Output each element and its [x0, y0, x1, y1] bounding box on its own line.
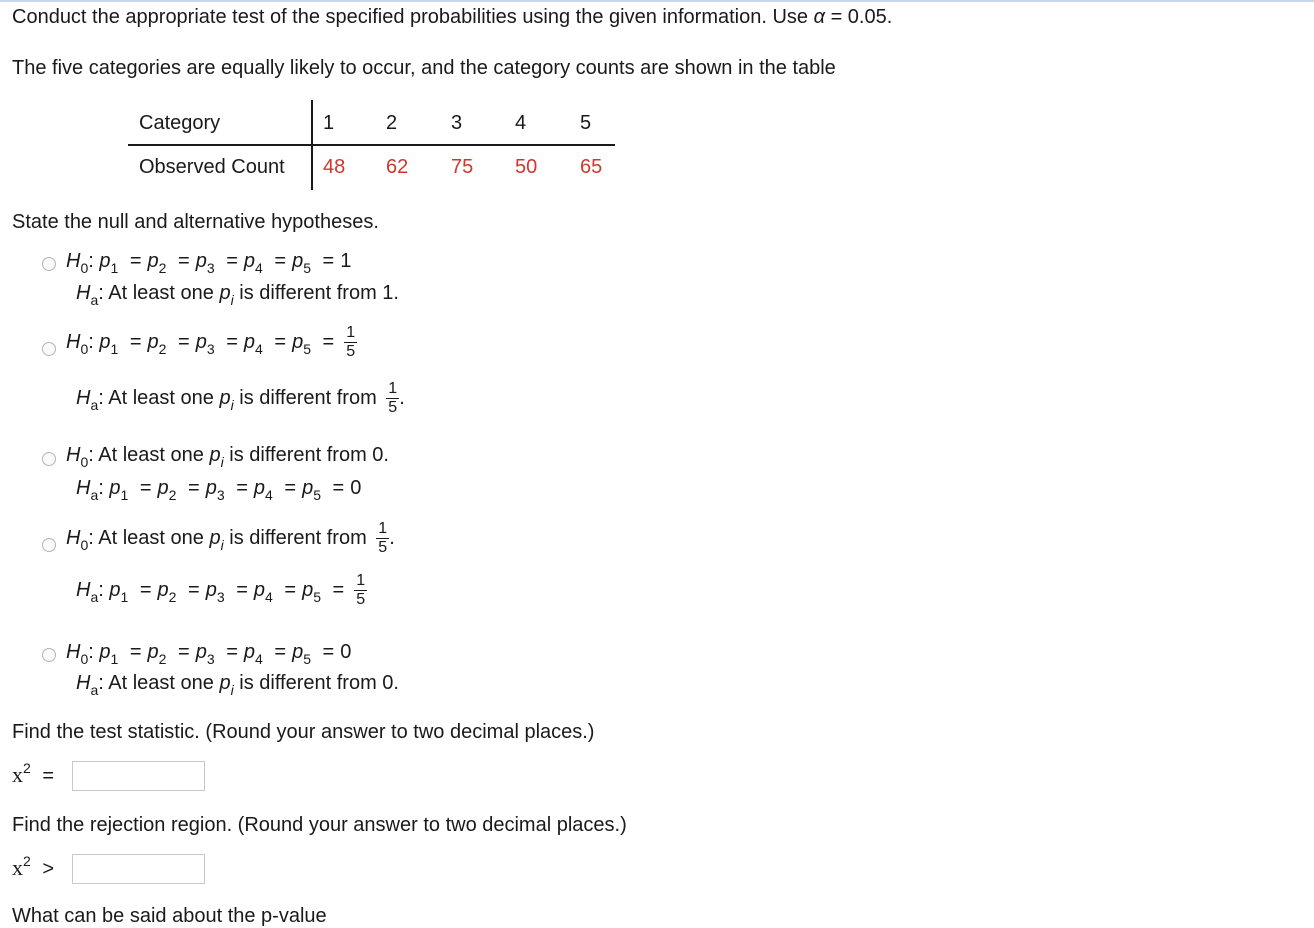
intro-line-1: [12, 6, 892, 29]
option-4-null: $H_0$: At least one $p_i$ is different from $\frac{1}{5}$ .: [66, 520, 395, 556]
pvalue-prompt: What can be said about the p-value: [12, 905, 327, 927]
table-category-5: 5: [580, 112, 592, 134]
fraction-one-fifth: $\frac{1}{5}$: [378, 520, 388, 556]
table-row-label-observed: Observed Count: [139, 156, 285, 178]
table-count-2: 62: [386, 156, 409, 178]
option-1-null: $H_0$: $p_1 = p_2 = p_3 = p_4 = p_5 = 1$: [66, 250, 352, 276]
test-statistic-label: $x^2$ =: [12, 760, 55, 787]
option-1-alt: $H_a$: At least one $p_i$ is different from 1.: [76, 282, 399, 308]
alpha-symbol: α: [813, 6, 825, 28]
table-count-1: 48: [323, 156, 346, 178]
option-5-null: $H_0$: $p_1 = p_2 = p_3 = p_4 = p_5 = 0$: [66, 641, 352, 667]
radio-option-3[interactable]: [42, 452, 56, 466]
test-statistic-prompt: Find the test statistic. (Round your answer to two decimal places.): [12, 721, 595, 743]
table-row-label-category: Category: [139, 112, 221, 134]
table-count-4: 50: [515, 156, 538, 178]
fraction-one-fifth: $\frac{1}{5}$: [388, 380, 398, 416]
test-statistic-input[interactable]: [72, 761, 205, 791]
intro-line-2: The five categories are equally likely to occur, and the category counts are shown in the table: [12, 57, 836, 79]
intro-text: Conduct the appropriate test of the specified probabilities using the given information. Use: [12, 6, 809, 28]
table-count-3: 75: [451, 156, 474, 178]
rejection-region-input[interactable]: [72, 854, 205, 884]
table-category-2: 2: [386, 112, 398, 134]
radio-option-2[interactable]: [42, 342, 56, 356]
fraction-one-fifth: $\frac{1}{5}$: [356, 572, 366, 608]
hypotheses-prompt: State the null and alternative hypotheses.: [12, 211, 379, 233]
option-5-alt: $H_a$: At least one $p_i$ is different from 0.: [76, 672, 399, 698]
alpha-value: = 0.05.: [830, 6, 893, 28]
top-border: [0, 0, 1314, 2]
option-2-alt: $H_a$: At least one $p_i$ is different from $\frac{1}{5}$ .: [76, 380, 405, 416]
radio-option-4[interactable]: [42, 538, 56, 552]
fraction-one-fifth: $\frac{1}{5}$: [346, 324, 356, 360]
table-category-3: 3: [451, 112, 463, 134]
option-3-null: $H_0$: At least one $p_i$ is different from 0.: [66, 444, 389, 470]
table-category-4: 4: [515, 112, 527, 134]
option-4-alt: $H_a$: $p_1 = p_2 = p_3 = p_4 = p_5$ = $\frac{1}{5}$: [76, 572, 366, 608]
radio-option-1[interactable]: [42, 257, 56, 271]
table-horizontal-rule: [128, 144, 615, 146]
rejection-region-label: $x^2$ >: [12, 853, 55, 880]
table-category-1: 1: [323, 112, 335, 134]
option-2-null: $H_0$: $p_1 = p_2 = p_3 = p_4 = p_5$ = $\frac{1}{5}$: [66, 324, 356, 360]
table-count-5: 65: [580, 156, 603, 178]
radio-option-5[interactable]: [42, 648, 56, 662]
rejection-region-prompt: Find the rejection region. (Round your answer to two decimal places.): [12, 814, 627, 836]
option-3-alt: $H_a$: $p_1 = p_2 = p_3 = p_4 = p_5 = 0$: [76, 477, 362, 503]
